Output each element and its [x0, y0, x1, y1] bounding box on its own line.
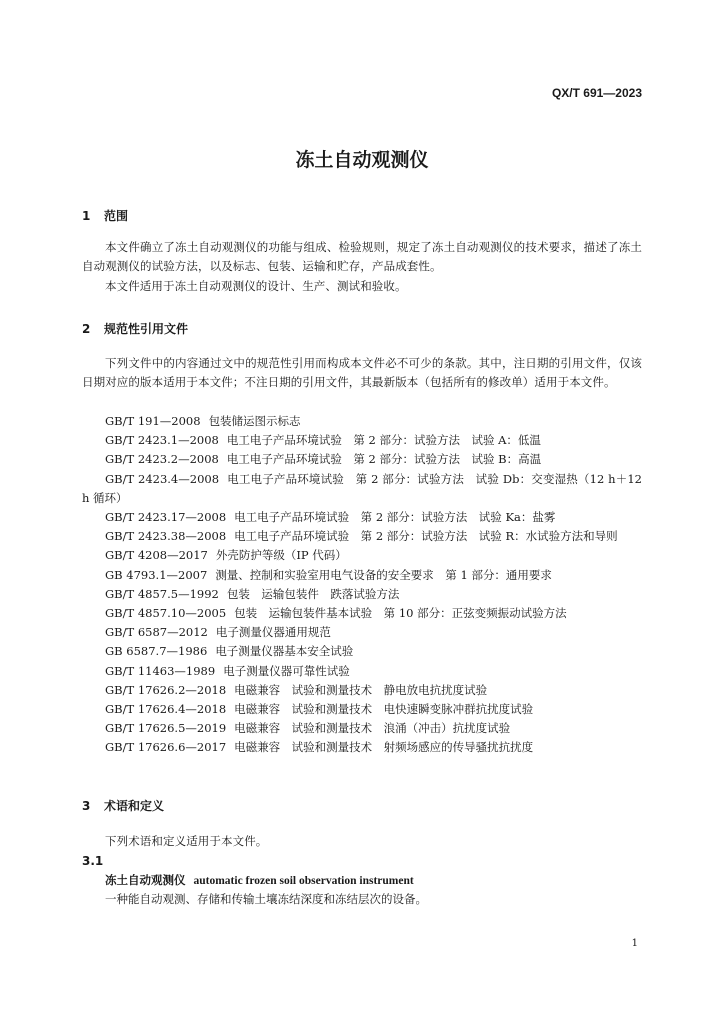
- standard-number: QX/T 691—2023: [551, 86, 642, 100]
- scope-paragraph: 本文件确立了冻土自动观测仪的功能与组成、检验规则，规定了冻土自动观测仪的技术要求，描述了冻土自动观测仪的试验方法，以及标志、包装、运输和贮存，产品成套性。: [82, 240, 642, 274]
- term-chinese: 冻土自动观测仪: [105, 873, 186, 887]
- reference-code: GB/T 4857.5—1992: [105, 586, 219, 601]
- reference-title: 电子测量仪器可靠性试验: [223, 663, 350, 678]
- reference-item: [82, 662, 642, 681]
- reference-code: GB/T 2423.17—2008: [105, 510, 227, 525]
- reference-code: GB/T 17626.5—2019: [105, 721, 227, 736]
- reference-title: 电工电子产品环境试验 第 2 部分：试验方法 试验 R：水试验方法和导则: [234, 529, 618, 544]
- reference-code: GB/T 191—2008: [105, 414, 201, 428]
- section-number: 3: [82, 799, 91, 813]
- reference-item: [82, 566, 642, 585]
- reference-code: GB/T 2423.4—2008: [105, 471, 220, 486]
- reference-item: [82, 719, 642, 738]
- reference-title: 电工电子产品环境试验 第 2 部分：试验方法 试验 A：低温: [226, 433, 541, 448]
- reference-item: [82, 450, 642, 469]
- reference-title: 包装 运输包装件基本试验 第 10 部分：正弦变频振动试验方法: [234, 606, 567, 621]
- section-heading-normative-refs: [82, 320, 188, 337]
- reference-item: [82, 470, 642, 508]
- reference-code: GB/T 17626.6—2017: [105, 740, 227, 755]
- reference-item: [82, 623, 642, 642]
- reference-item: [82, 604, 642, 623]
- reference-code: GB/T 2423.38—2008: [105, 529, 227, 544]
- reference-item: [82, 642, 642, 661]
- reference-code: GB/T 17626.4—2018: [105, 702, 227, 717]
- reference-code: GB/T 11463—1989: [105, 663, 216, 678]
- reference-list: [82, 412, 642, 758]
- reference-code: GB/T 4857.10—2005: [105, 606, 227, 621]
- term-english: automatic frozen soil observation instrument: [193, 875, 414, 887]
- section-number: 1: [82, 209, 91, 223]
- normative-refs-intro: 下列文件中的内容通过文中的规范性引用而构成本文件必不可少的条款。其中，注日期的引用文件，仅该日期对应的版本适用于本文件；不注日期的引用文件，其最新版本（包括所有的修改单）适用于本文件。: [82, 356, 642, 390]
- reference-title: 电子测量仪器通用规范: [215, 625, 331, 640]
- section-heading-terms: [82, 797, 164, 814]
- reference-code: GB/T 4208—2017: [105, 548, 208, 563]
- terms-intro: 下列术语和定义适用于本文件。: [105, 834, 268, 848]
- reference-code: GB 6587.7—1986: [105, 644, 208, 659]
- reference-code: GB/T 2423.2—2008: [105, 452, 219, 467]
- term-entry: [105, 872, 414, 888]
- reference-code: GB/T 2423.1—2008: [105, 433, 219, 448]
- section-heading-scope: [82, 207, 128, 224]
- reference-title: 电工电子产品环境试验 第 2 部分：试验方法 试验 Ka：盐雾: [234, 510, 556, 525]
- reference-title: 电磁兼容 试验和测量技术 电快速瞬变脉冲群抗扰度试验: [234, 702, 534, 717]
- reference-title: 测量、控制和实验室用电气设备的安全要求 第 1 部分：通用要求: [215, 567, 552, 582]
- term-definition: 一种能自动观测、存储和传输土壤冻结深度和冻结层次的设备。: [105, 892, 427, 906]
- reference-title: 电磁兼容 试验和测量技术 射频场感应的传导骚扰抗扰度: [234, 740, 534, 755]
- section-number: 2: [82, 322, 91, 336]
- reference-item: [82, 412, 642, 431]
- reference-item: [82, 738, 642, 757]
- reference-title: 电磁兼容 试验和测量技术 静电放电抗扰度试验: [234, 682, 488, 697]
- reference-item: [82, 546, 642, 565]
- reference-title: 电磁兼容 试验和测量技术 浪涌（冲击）抗扰度试验: [234, 721, 511, 736]
- document-title: 冻土自动观测仪: [295, 149, 429, 171]
- section-title: 范围: [104, 209, 129, 223]
- reference-code: GB/T 17626.2—2018: [105, 682, 227, 697]
- reference-item: [82, 700, 642, 719]
- page-number: 1: [631, 938, 638, 949]
- reference-title: 包装储运图示标志: [208, 414, 301, 428]
- section-title: 规范性引用文件: [104, 322, 189, 336]
- scope-paragraph: 本文件适用于冻土自动观测仪的设计、生产、测试和验收。: [105, 279, 407, 293]
- reference-item: [82, 527, 642, 546]
- reference-item: [82, 431, 642, 450]
- reference-code: GB 4793.1—2007: [105, 567, 208, 582]
- reference-item: [82, 681, 642, 700]
- reference-title: 电工电子产品环境试验 第 2 部分：试验方法 试验 B：高温: [226, 452, 542, 467]
- reference-title: 外壳防护等级（IP 代码）: [215, 548, 347, 563]
- reference-item: [82, 585, 642, 604]
- reference-title: 电子测量仪器基本安全试验: [215, 644, 354, 659]
- reference-title: 电工电子产品环境试验 第 2 部分：试验方法 试验 Db：交变湿热（12 h＋12 h 循环）: [82, 471, 643, 505]
- term-number: 3.1: [82, 854, 104, 868]
- reference-title: 包装 运输包装件 跌落试验方法: [226, 586, 400, 601]
- section-title: 术语和定义: [104, 799, 165, 813]
- reference-item: [82, 508, 642, 527]
- reference-code: GB/T 6587—2012: [105, 625, 208, 640]
